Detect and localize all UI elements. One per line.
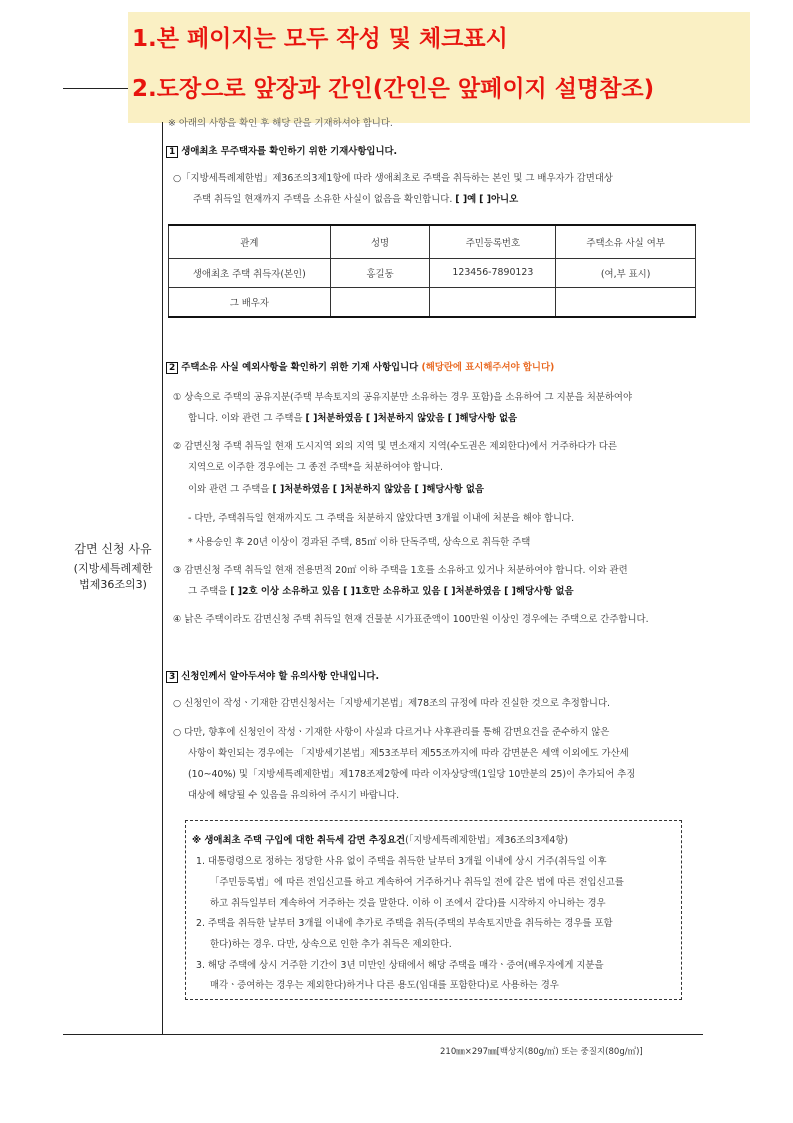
ownership-field[interactable]: (여,부 표시) [556, 259, 696, 288]
instruction-banner [128, 12, 750, 123]
section3-para2-line1: ○ 다만, 향후에 신청인이 작성ㆍ기재한 사항이 사실과 다르거나 사후관리를 통해 감면요건을 준수하지 않은 [173, 727, 610, 738]
section1-para-line2 [193, 194, 518, 205]
box-line: 3. 해당 주택에 상시 거주한 기간이 3년 미만인 상태에서 해당 주택을 매각ㆍ증여(배우자에게 지분을 [196, 960, 604, 971]
section3-title: 신청인께서 알아두셔야 할 유의사항 안내입니다. [181, 671, 380, 682]
recapture-conditions-box [185, 820, 682, 1000]
item2-options[interactable]: [ ]처분하였음 [ ]처분하지 않았음 [ ]해당사항 없음 [272, 484, 484, 495]
ownership-table [168, 224, 696, 318]
relation-self: 생애최초 주택 취득자(본인) [169, 259, 331, 288]
section2-number: 2 [166, 362, 178, 374]
section3-para2-line3: (10~40%) 및「지방세특례제한법」제178조제2항에 따라 이자상당액(1일당 10만분의 25)이 추가되어 추징 [188, 769, 636, 780]
spouse-resident-number-field[interactable] [430, 287, 556, 317]
section3-para1: ○ 신청인이 작성ㆍ기재한 감면신청서는「지방세기본법」제78조의 규정에 따라 진실한 것으로 추정합니다. [173, 698, 610, 709]
box-title-ref: (「지방세특례제한법」제36조의3제4항) [405, 835, 569, 846]
table-row [169, 287, 696, 317]
banner-line-2: 2.도장으로 앞장과 간인(간인은 앞페이지 설명참조) [132, 76, 655, 102]
box-line: 하고 취득일부터 계속하여 거주하는 것을 말한다. 이하 이 조에서 같다)를 시작하지 아니하는 경우 [210, 898, 606, 909]
table-header-row [169, 225, 696, 259]
box-line: 한다)하는 경우. 다만, 상속으로 인한 추가 취득은 제외한다. [210, 939, 452, 950]
item1-options[interactable]: [ ]처분하였음 [ ]처분하지 않았음 [ ]해당사항 없음 [305, 413, 518, 424]
bottom-rule [63, 1034, 703, 1035]
top-rule [63, 88, 128, 89]
resident-number-field[interactable]: 123456-7890123 [430, 259, 556, 288]
table-header-cell: 관계 [169, 225, 331, 259]
item2-note1: - 다만, 주택취득일 현재까지도 그 주택을 처분하지 않았다면 3개월 이내에 처분을 해야 합니다. [188, 513, 575, 524]
item3-line2 [188, 586, 574, 597]
section3-heading [166, 671, 379, 683]
side-label-title: 감면 신청 사유 [74, 542, 152, 556]
section3-number: 3 [166, 671, 178, 683]
side-label-article: 법제36조의3) [79, 578, 147, 591]
side-label [63, 540, 163, 592]
item3-text: 그 주택을 [188, 586, 228, 597]
item2-line2: 지역으로 이주한 경우에는 그 종전 주택*을 처분하여야 합니다. [188, 462, 443, 473]
spouse-ownership-field[interactable] [556, 287, 696, 317]
table-header-cell: 주민등록번호 [430, 225, 556, 259]
table-header-cell: 주택소유 사실 여부 [556, 225, 696, 259]
item3-line1: ③ 감면신청 주택 취득일 현재 전용면적 20㎡ 이하 주택을 1호를 소유하고 있거나 처분하여야 합니다. 이와 관련 [173, 565, 628, 576]
intro-note: ※ 아래의 사항을 확인 후 해당 란을 기재하셔야 합니다. [168, 118, 393, 129]
section3-para2-line2: 사항이 확인되는 경우에는 「지방세기본법」제53조부터 제55조까지에 따라 감면분은 세액 이외에도 가산세 [188, 748, 629, 759]
box-line: 「주민등록법」에 따른 전입신고를 하고 계속하여 거주하거나 취득일 전에 같은 법에 따른 전입신고를 [210, 877, 624, 888]
item2-text: 이와 관련 그 주택을 [188, 484, 270, 495]
section2-title: 주택소유 사실 예외사항을 확인하기 위한 기재 사항입니다 [181, 362, 419, 373]
section1-number: 1 [166, 146, 178, 158]
box-title-main: ※ 생애최초 주택 구입에 대한 취득세 감면 추징요건 [192, 835, 406, 846]
item3-options[interactable]: [ ]2호 이상 소유하고 있음 [ ]1호만 소유하고 있음 [ ]처분하였음 [ ]해당사항 없음 [230, 586, 574, 597]
box-line: 2. 주택을 취득한 날부터 3개월 이내에 추가로 주택을 취득(주택의 부속토지만을 취득하는 경우를 포함 [196, 918, 613, 929]
section1-title: 생애최초 무주택자를 확인하기 위한 기재사항입니다. [181, 146, 398, 157]
section2-heading [166, 362, 554, 374]
item1-text: 합니다. 이와 관련 그 주택을 [188, 413, 303, 424]
paper-spec-footer: 210㎜×297㎜[백상지(80g/㎡) 또는 중질지(80g/㎡)] [440, 1047, 643, 1057]
name-field[interactable]: 홍길동 [330, 259, 430, 288]
item1-line1: ① 상속으로 주택의 공유지분(주택 부속토지의 공유지분만 소유하는 경우 포함)을 소유하여 그 지분을 처분하여야 [173, 392, 633, 403]
item1-line2 [188, 413, 517, 424]
section1-para-line1: ○「지방세특례제한법」제36조의3제1항에 따라 생애최초로 주택을 취득하는 본인 및 그 배우자가 감면대상 [173, 173, 613, 184]
checkbox-yes[interactable]: [ ]예 [455, 194, 477, 205]
box-line: 매각ㆍ증여하는 경우는 제외한다)하거나 다른 용도(임대를 포함한다)로 사용하는 경우 [210, 980, 559, 991]
side-label-law: (지방세특례제한 [73, 562, 153, 575]
table-header-cell: 성명 [330, 225, 430, 259]
section2-title-highlight: (해당란에 표시해주셔야 합니다) [421, 362, 555, 373]
spouse-name-field[interactable] [330, 287, 430, 317]
box-title [192, 835, 568, 846]
relation-spouse: 그 배우자 [169, 287, 331, 317]
section3-para2-line4: 대상에 해당될 수 있음을 유의하여 주시기 바랍니다. [188, 790, 400, 801]
section1-para-text: 주택 취득일 현재까지 주택을 소유한 사실이 없음을 확인합니다. [193, 194, 453, 205]
section1-heading [166, 146, 397, 158]
checkbox-no[interactable]: [ ]아니오 [479, 194, 519, 205]
item2-note2: * 사용승인 후 20년 이상이 경과된 주택, 85㎡ 이하 단독주택, 상속으로 취득한 주택 [188, 537, 531, 548]
item4: ④ 낡은 주택이라도 감면신청 주택 취득일 현재 건물분 시가표준액이 100만원 이상인 경우에는 주택으로 간주합니다. [173, 614, 649, 625]
box-line: 1. 대통령령으로 정하는 정당한 사유 없이 주택을 취득한 날부터 3개월 이내에 상시 거주(취득일 이후 [196, 856, 607, 867]
item2-line3 [188, 484, 484, 495]
table-row [169, 259, 696, 288]
banner-line-1: 1.본 페이지는 모두 작성 및 체크표시 [132, 26, 508, 52]
item2-line1: ② 감면신청 주택 취득일 현재 도시지역 외의 지역 및 면소재지 지역(수도권은 제외한다)에서 거주하다가 다른 [173, 441, 617, 452]
